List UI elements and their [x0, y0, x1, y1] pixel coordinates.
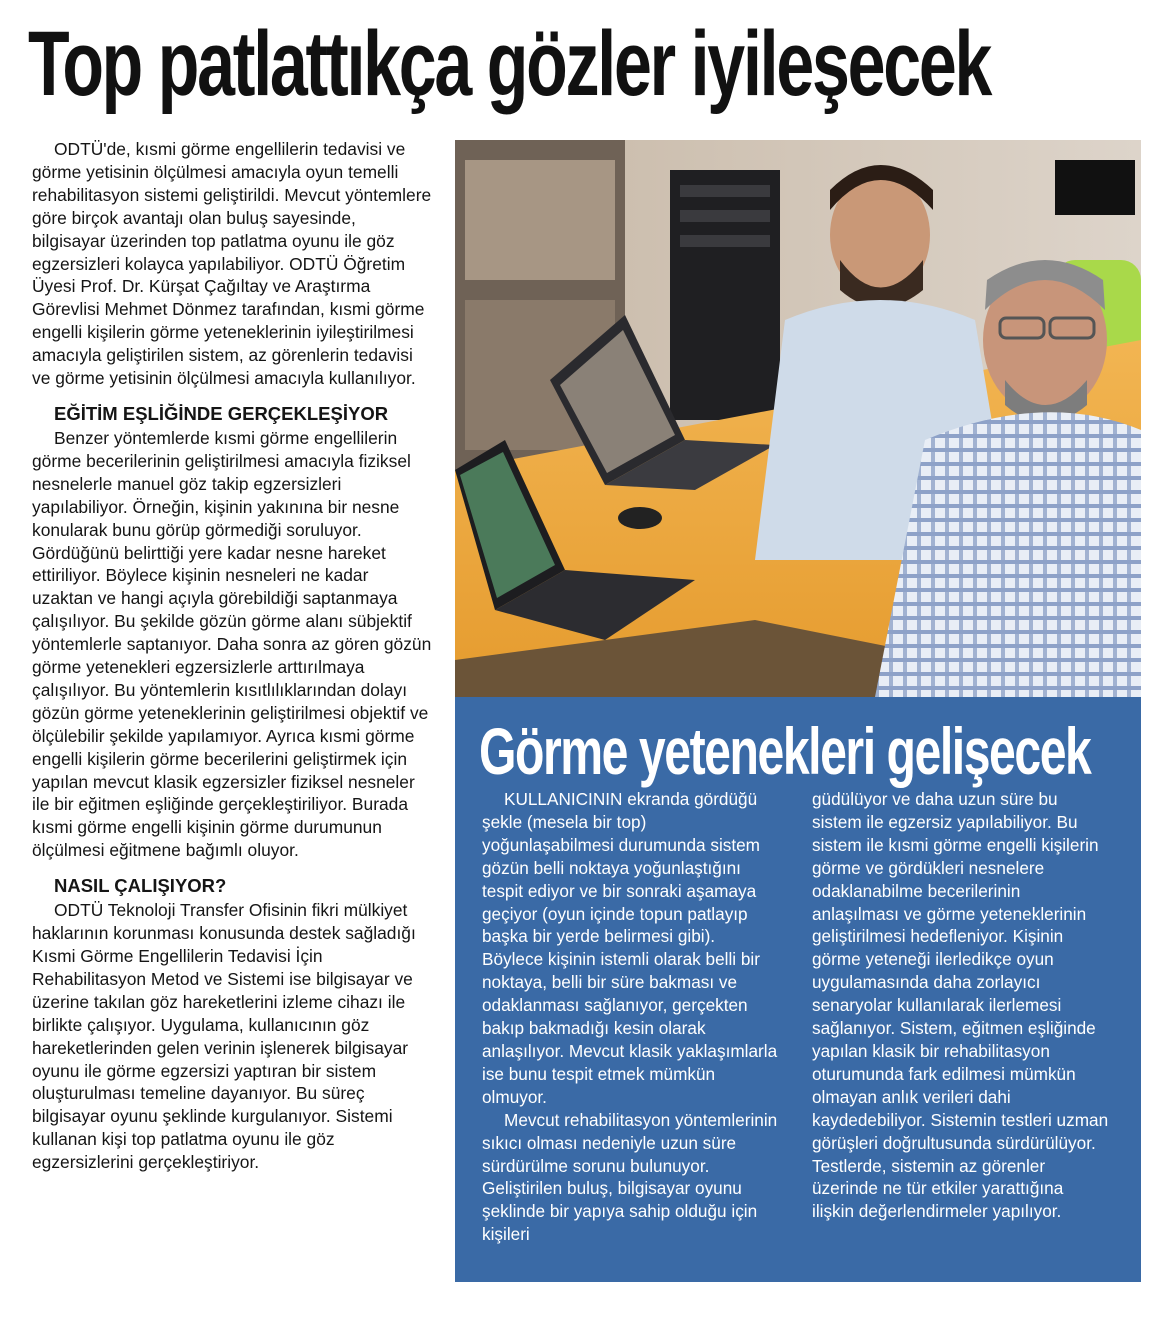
- sidebar-box: [455, 697, 1141, 1282]
- paragraph-egitim: Benzer yöntemlerde kısmi görme engellilerin görme becerilerinin geliştirilmesi amacıyla fiziksel nesnelerle manuel göz takip egzersizleri yapılabiliyor. Örneğin, kişinin yakınına bir nesne konularak bunu görüp görmediği soruluyor. Gördüğünü belirttiği yere kadar nesne hareket ettiriliyor. Böylece kişinin nesneleri ne kadar uzaktan ve hangi açıyla görebildiği saptanmaya çalışılıyor. Bu şekilde gözün görme alanı sübjektif yöntemlerle saptanıyor. Daha sonra az gören gözün görme yetenekleri egzersizlerle arttırılmaya çalışılıyor. Bu yöntemlerin kısıtlılıklarından dolayı gözün görme yeteneklerinin geliştirilmesi objektif ve ölçülebilir şekilde yapılamıyor. Ayrıca kısmi görme engelli kişilerin görme becerilerini geliştirmek için yapılan mevcut klasik egzersizler fiziksel nesneler ile bir eğitmen eşliğinde gerçekleştiriliyor. Burada kısmi görme engelli kişinin görme durumunun ölçülmesi eğitmene bağımlı oluyor.: [32, 427, 432, 861]
- sidebar-column-2: [812, 788, 1110, 1223]
- subhead-nasil: NASIL ÇALIŞIYOR?: [54, 875, 227, 897]
- sidebar-title: Görme yetenekleri gelişecek: [479, 714, 1091, 788]
- sidebar-paragraph-3: güdülüyor ve daha uzun süre bu sistem ile egzersiz yapılabiliyor. Bu sistem ile kısmi görme engelli kişilerin görme ve gördükleri nesnelere odaklanabilme becerilerinin anlaşılması ve görme yeteneklerinin geliştirilmesi hedefleniyor. Kişinin görme yeteneği ilerledikçe oyun uygulamasında daha zorlayıcı senaryolar kullanılarak ilerlemesi sağlanıyor. Sistem, eğitmen eşliğinde yapılan klasik bir rehabilitasyon oturumunda fark edilmesi mümkün olmayan anlık verileri dahi kaydedebiliyor. Sistemin testleri uzman görüşleri doğrultusunda sürdürülüyor. Testlerde, sistemin az görenler üzerinde ne tür etkiler yarattığına ilişkin değerlendirmeler yapılıyor.: [812, 789, 1109, 1222]
- sidebar-column-1: [482, 788, 780, 1246]
- sidebar-paragraph-2: Mevcut rehabilitasyon yöntemlerinin sıkıcı olması nedeniyle uzun süre sürdürülme sorunu bulunuyor. Geliştirilen buluş, bilgisayar oyunu şeklinde bir yapıya sahip olduğu için kişileri: [482, 1109, 778, 1245]
- paragraph-nasil: ODTÜ Teknoloji Transfer Ofisinin fikri mülkiyet haklarının korunması konusunda destek sağladığı Kısmi Görme Engellilerin Tedavisi İçin Rehabilitasyon Metod ve Sistemi ise bilgisayar ve üzerine takılan göz hareketlerini izleme cihazı ile birlikte çalışıyor. Uygulama, kullanıcının göz hareketlerinden gelen verinin işlenerek bilgisayar oyunu ile görme egzersizi yaptıran bir sistem oluşturulması temeline dayanıyor. Bu süreç bilgisayar oyunu şeklinde kurgulanıyor. Sistemi kullanan kişi top patlatma oyunu ile göz egzersizlerini gerçekleştiriyor.: [32, 900, 416, 1173]
- sidebar-paragraph-1: KULLANICININ ekranda gördüğü şekle (mesela bir top) yoğunlaşabilmesi durumunda sistem gözün belli noktaya yoğunlaştığını tespit ediyor ve bir sonraki aşamaya geçiyor (oyun içinde topun patlayıp başka bir yerde belirmesi gibi). Böylece kişinin istemli olarak belli bir noktaya, belli bir süre bakması ve odaklanması sağlanıyor, gerçekten bakıp bakmadığı kesin olarak anlaşılıyor. Mevcut klasik yaklaşımlarla ise bunu tespit etmek mümkün olmuyor.: [482, 789, 778, 1107]
- subhead-egitim: EĞİTİM EŞLİĞİNDE GERÇEKLEŞİYOR: [54, 402, 389, 424]
- article-photo: [455, 140, 1141, 697]
- intro-paragraph: ODTÜ'de, kısmi görme engellilerin tedavisi ve görme yetisinin ölçülmesi amacıyla oyun temelli rehabilitasyon sistemi geliştirildi. Mevcut yöntemlere göre birçok avantajı olan buluş sayesinde, bilgisayar üzerinden top patlatma oyunu ile göz egzersizleri kolayca yapılabiliyor. ODTÜ Öğretim Üyesi Prof. Dr. Kürşat Çağıltay ve Araştırma Görevlisi Mehmet Dönmez tarafından, kısmi görme engelli kişilerin görme yeteneklerinin iyileştirilmesi amacıyla geliştirilen sistem, az görenlerin tedavisi ve görme yetisinin ölçülmesi amacıyla kullanılıyor.: [32, 139, 432, 389]
- article-left-column: [32, 138, 432, 1174]
- photo-researchers-laptops: [455, 140, 1141, 697]
- headline: [28, 8, 1153, 120]
- headline-text: Top patlattıkça gözler iyileşecek: [28, 13, 991, 115]
